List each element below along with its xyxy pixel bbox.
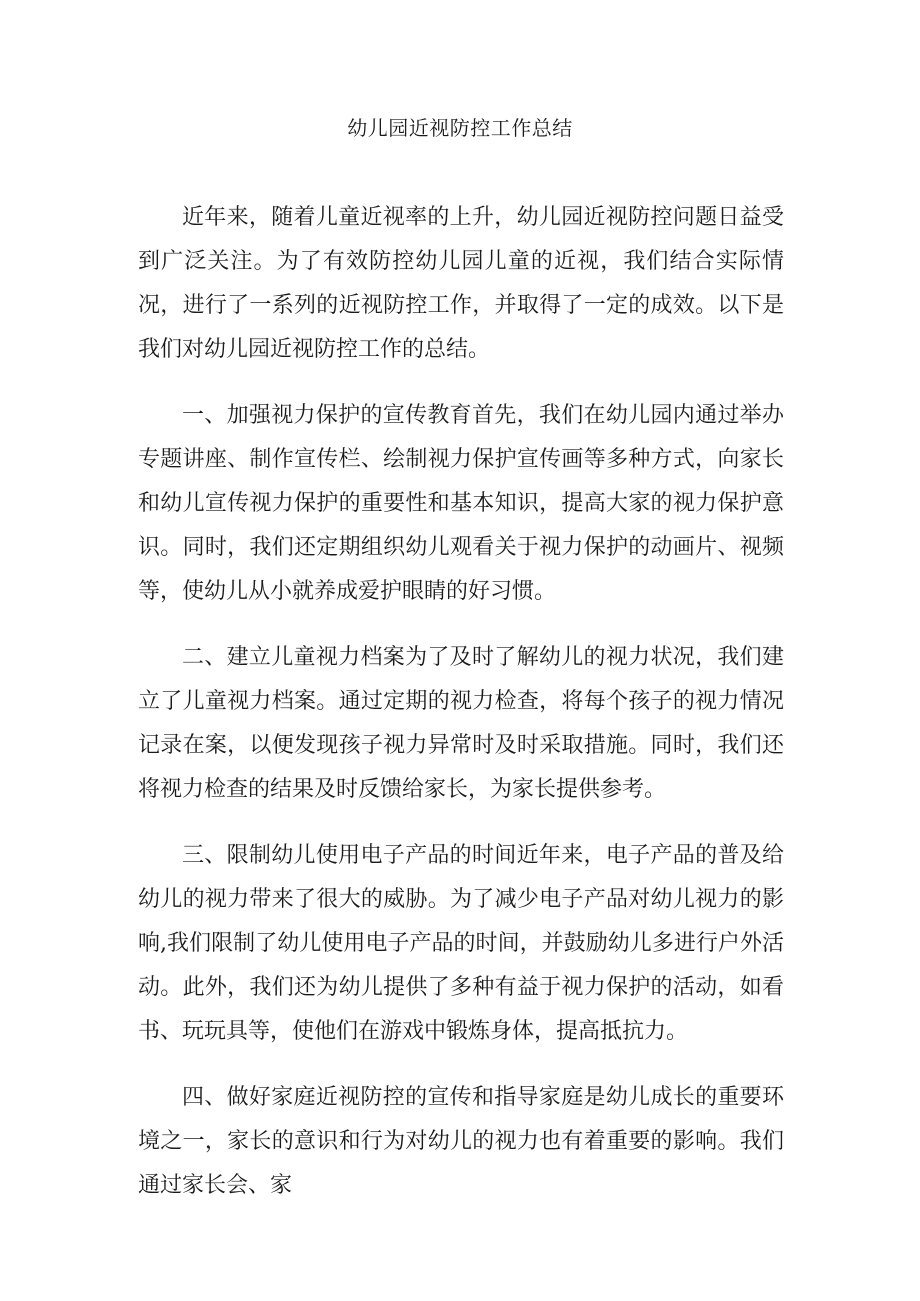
document-title: 幼儿园近视防控工作总结 <box>347 116 573 140</box>
paragraph-section-1: 一、加强视力保护的宣传教育首先，我们在幼儿园内通过举办专题讲座、制作宣传栏、绘制视力保护宣传画等多种方式，向家长和幼儿宣传视力保护的重要性和基本知识，提高大家的视力保护意识。同时，我们还定期组织幼儿观看关于视力保护的动画片、视频等，使幼儿从小就养成爱护眼睛的好习惯。 <box>138 403 784 604</box>
document-body <box>138 196 784 1230</box>
paragraph-intro: 近年来，随着儿童近视率的上升，幼儿园近视防控问题日益受到广泛关注。为了有效防控幼儿园儿童的近视，我们结合实际情况，进行了一系列的近视防控工作，并取得了一定的成效。以下是我们对幼儿园近视防控工作的总结。 <box>138 205 784 362</box>
paragraph-section-2: 二、建立儿童视力档案为了及时了解幼儿的视力状况，我们建立了儿童视力档案。通过定期的视力检查，将每个孩子的视力情况记录在案，以便发现孩子视力异常时及时采取措施。同时，我们还将视力检查的结果及时反馈给家长，为家长提供参考。 <box>138 645 784 802</box>
paragraph-section-3: 三、限制幼儿使用电子产品的时间近年来，电子产品的普及给幼儿的视力带来了很大的威胁。为了减少电子产品对幼儿视力的影响,我们限制了幼儿使用电子产品的时间，并鼓励幼儿多进行户外活动。此外，我们还为幼儿提供了多种有益于视力保护的活动，如看书、玩玩具等，使他们在游戏中锻炼身体，提高抵抗力。 <box>138 843 784 1044</box>
paragraph-section-4: 四、做好家庭近视防控的宣传和指导家庭是幼儿成长的重要环境之一，家长的意识和行为对幼儿的视力也有着重要的影响。我们通过家长会、家 <box>138 1085 784 1198</box>
